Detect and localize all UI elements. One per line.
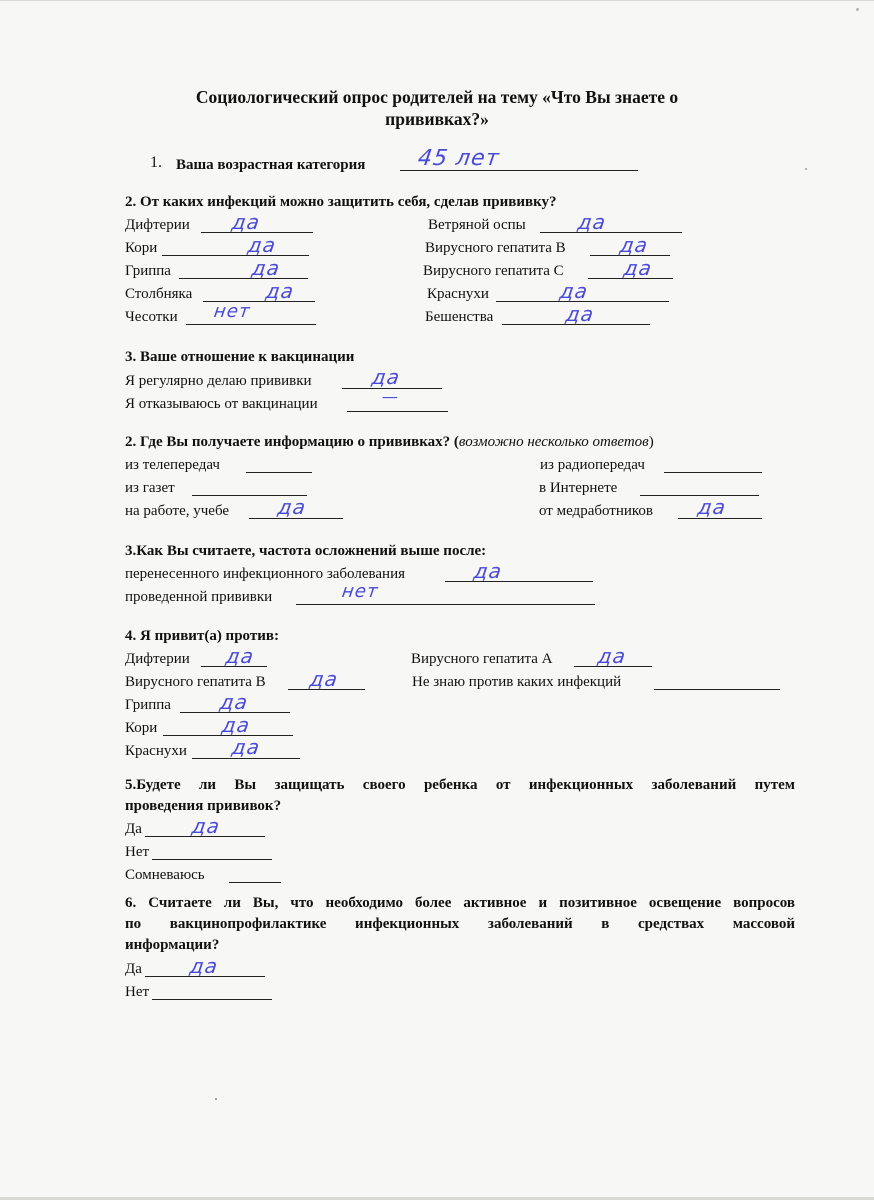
q4-left-label: из телепередач — [125, 457, 220, 473]
survey-title-line2: прививках?» — [385, 109, 489, 129]
q4-right-label: в Интернете — [539, 480, 618, 496]
q2-right-label: Вирусного гепатита С — [423, 263, 564, 279]
q7-item-label: Нет — [125, 844, 150, 860]
q5-item-answer: да — [472, 559, 504, 583]
q2-right-answer: да — [558, 279, 590, 303]
q2-left-label: Кори — [125, 240, 158, 256]
q6-right-label: Не знаю против каких инфекций — [412, 674, 622, 690]
q2-left-label: Чесотки — [125, 309, 178, 325]
scan-speck — [856, 8, 859, 11]
q4-right-label: от медработников — [539, 503, 654, 519]
q3-heading: 3. Ваше отношение к вакцинации — [125, 349, 355, 365]
q3-item-answer: да — [370, 365, 402, 389]
q3-item-label: Я отказываюсь от вакцинации — [125, 396, 318, 412]
q2-right-answer: да — [564, 302, 596, 326]
q3-item-answer: — — [380, 387, 401, 406]
q7-heading-line1: 5.Будете ли Вы защищать своего ребенка от инфекционных заболеваний путем — [125, 777, 795, 793]
q8-heading-line1: 6. Считаете ли Вы, что необходимо более активное и позитивное освещение вопросов — [125, 895, 795, 911]
q2-right-answer: да — [618, 233, 650, 257]
q7-item-answer: да — [190, 814, 222, 838]
q2-left-label: Дифтерии — [125, 217, 190, 233]
q6-left-answer: да — [308, 667, 340, 691]
q5-item-label: проведенной прививки — [125, 589, 273, 605]
q5-item-answer: нет — [340, 581, 380, 602]
q2-left-line — [162, 255, 309, 256]
q1-number: 1. — [150, 154, 162, 171]
q6-left-label: Дифтерии — [125, 651, 190, 667]
q2-left-answer: нет — [212, 301, 252, 322]
scan-speck — [805, 168, 807, 170]
q5-item-label: перенесенного инфекционного заболевания — [125, 566, 405, 582]
survey-title-line1: Социологический опрос родителей на тему «Что Вы знаете о — [195, 87, 679, 107]
q8-item-line — [152, 999, 272, 1000]
q2-left-answer: да — [264, 279, 296, 303]
q4-left-label: из газет — [125, 480, 175, 496]
q2-right-line — [540, 232, 682, 233]
q2-right-label: Бешенства — [425, 309, 494, 325]
q8-item-label: Нет — [125, 984, 150, 1000]
q6-left-answer: да — [218, 690, 250, 714]
q7-item-line — [229, 882, 281, 883]
q4-left-line — [246, 472, 312, 473]
q7-item-line — [152, 859, 272, 860]
q1-answer: 45 лет — [416, 146, 502, 171]
q7-item-label: Да — [125, 821, 142, 837]
q2-right-answer: да — [622, 256, 654, 280]
q6-right-line — [654, 689, 780, 690]
q2-right-label: Вирусного гепатита В — [425, 240, 566, 256]
q5-item-line — [445, 581, 593, 582]
q4-right-label: из радиопередач — [540, 457, 645, 473]
q6-right-answer: да — [596, 644, 628, 668]
q4-heading: 2. Где Вы получаете информацию о прививках? (возможно несколько ответов) — [125, 434, 654, 450]
q2-left-label: Гриппа — [125, 263, 171, 279]
q6-left-answer: да — [220, 713, 252, 737]
q2-right-label: Краснухи — [427, 286, 489, 302]
q6-left-answer: да — [230, 735, 262, 759]
q4-right-line — [664, 472, 762, 473]
q2-left-answer: да — [246, 233, 278, 257]
q6-left-label: Краснухи — [125, 743, 187, 759]
q7-heading-line2: проведения прививок? — [125, 798, 282, 814]
q8-item-answer: да — [188, 954, 220, 978]
q2-left-label: Столбняка — [125, 286, 193, 302]
q4-left-answer: да — [276, 495, 308, 519]
q8-heading-line2: по вакцинопрофилактике инфекционных заболеваний в средствах массовой — [125, 916, 795, 932]
q2-right-answer: да — [576, 210, 608, 234]
q2-left-line — [186, 324, 316, 325]
q2-left-answer: да — [230, 210, 262, 234]
q1-label: Ваша возрастная категория — [176, 157, 366, 173]
q8-heading-line3: информации? — [125, 937, 220, 953]
q3-item-line — [347, 411, 448, 412]
q8-item-label: Да — [125, 961, 142, 977]
q5-item-line — [296, 604, 595, 605]
q6-left-label: Кори — [125, 720, 158, 736]
scan-speck — [215, 1098, 217, 1100]
q6-heading: 4. Я привит(а) против: — [125, 628, 279, 644]
q4-left-label: на работе, учебе — [125, 503, 230, 519]
q4-right-answer: да — [696, 495, 728, 519]
q6-left-label: Гриппа — [125, 697, 171, 713]
q7-item-label: Сомневаюсь — [125, 867, 205, 883]
q2-right-label: Ветряной оспы — [428, 217, 526, 233]
q5-heading: 3.Как Вы считаете, частота осложнений выше после: — [125, 543, 487, 559]
q6-left-label: Вирусного гепатита В — [125, 674, 266, 690]
q2-left-answer: да — [250, 256, 282, 280]
q3-item-label: Я регулярно делаю прививки — [125, 373, 312, 389]
q6-left-answer: да — [224, 644, 256, 668]
q2-heading: 2. От каких инфекций можно защитить себя, сделав прививку? — [125, 194, 557, 210]
q6-right-label: Вирусного гепатита А — [411, 651, 553, 667]
scan-edge-top — [0, 0, 874, 1]
